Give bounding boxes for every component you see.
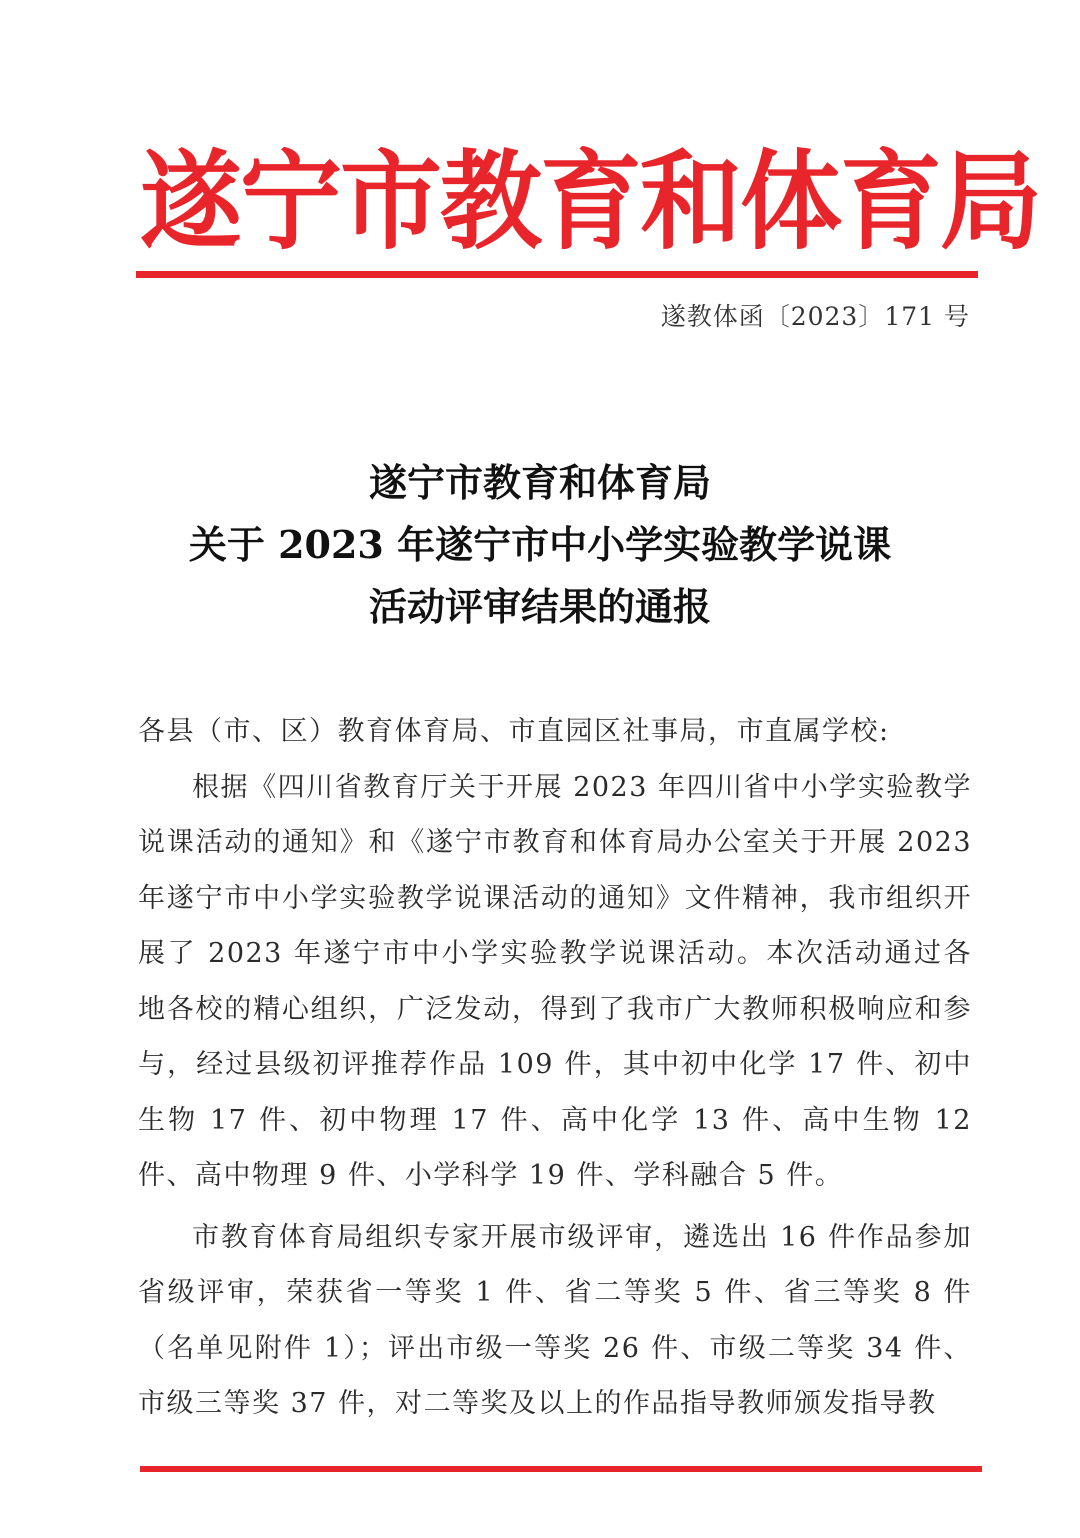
body-paragraph-2: 市教育体育局组织专家开展市级评审，遴选出 16 件作品参加省级评审，荣获省一等奖 1 件、省二等奖 5 件、省三等奖 8 件（名单见附件 1）；评出市级一等奖 26 件、市级二等奖 34 件、市级三等奖 37 件，对二等奖及以上的作品指导教师颁发指导教 — [138, 1221, 972, 1419]
salutation: 各县（市、区）教育体育局、市直园区社事局，市直属学校: — [138, 716, 890, 747]
document-body — [138, 704, 972, 1432]
document-title — [100, 452, 980, 638]
title-line-3: 活动评审结果的通报 — [368, 584, 711, 629]
title-line-1: 遂宁市教育和体育局 — [368, 460, 711, 505]
body-paragraph-1: 根据《四川省教育厅关于开展 2023 年四川省中小学实验教学说课活动的通知》和《遂宁市教育和体育局办公室关于开展 2023 年遂宁市中小学实验教学说课活动的通知》文件精神，我市组织开展了 2023 年遂宁市中小学实验教学说课活动。本次活动通过各地各校的精心组织，广泛发动，得到了我市广大教师积极响应和参与，经过县级初评推荐作品 109 件，其中初中化学 17 件、初中生物 17 件、初中物理 17 件、高中化学 13 件、高中生物 12 件、高中物理 9 件、小学科学 19 件、学科融合 5 件。 — [138, 771, 972, 1191]
red-footer-rule — [140, 1466, 982, 1472]
red-header-rule — [136, 271, 978, 278]
masthead-title: 遂宁市教育和体育局 — [140, 140, 1040, 265]
title-line-2: 关于 2023 年遂宁市中小学实验教学说课 — [188, 522, 892, 567]
document-number: 遂教体函〔2023〕171 号 — [660, 302, 970, 331]
